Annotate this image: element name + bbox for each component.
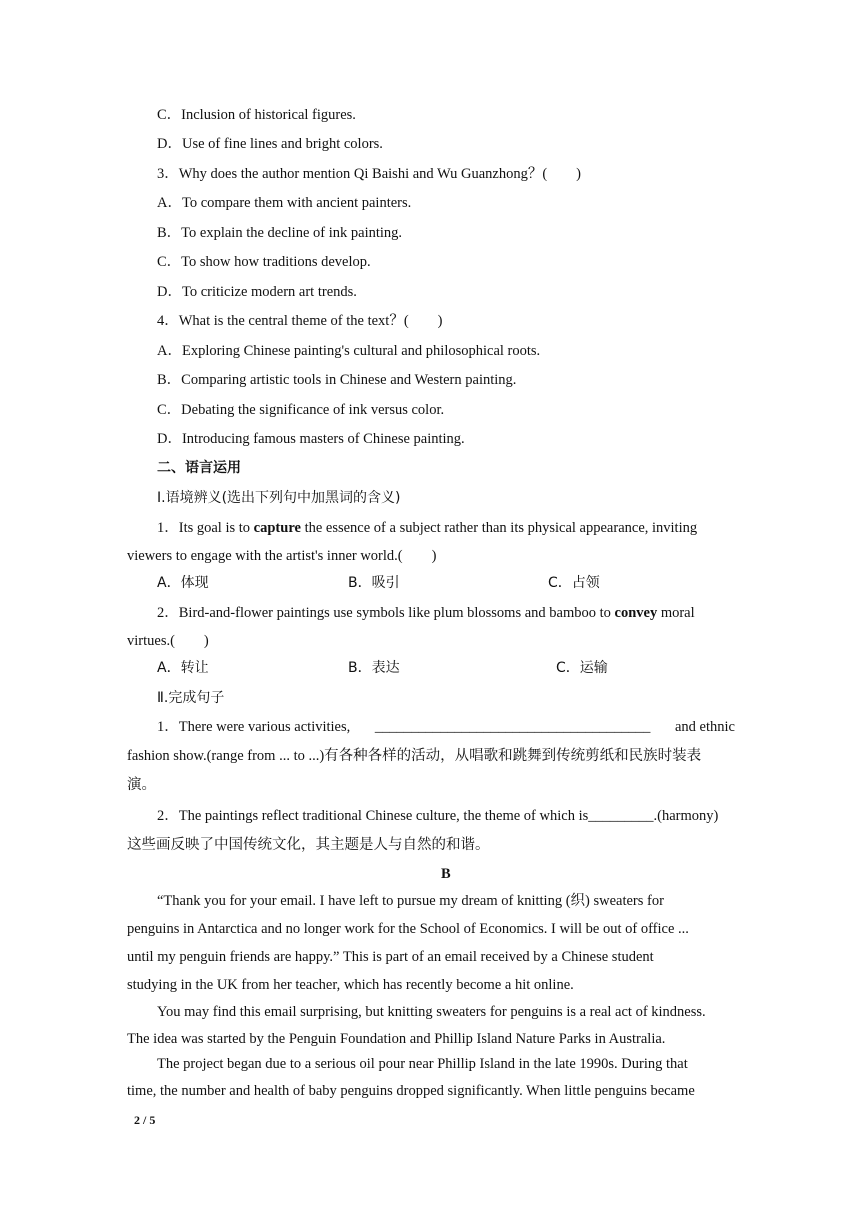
passage-b-p1-line3: until my penguin friends are happy.” This is part of an email received by a Chinese student [127,949,654,965]
passage-b-p2-line2: The idea was started by the Penguin Foundation and Phillip Island Nature Parks in Australia. [127,1031,666,1047]
vocab-q2-option-c: C．运输 [556,660,608,676]
q4-stem: 4．What is the central theme of the text？( ) [157,313,443,329]
passage-b-p2-line1: You may find this email surprising, but knitting sweaters for penguins is a real act of kindness. [157,1004,706,1020]
vocab-q1-pre: 1．Its goal is to [157,520,254,536]
q4-option-b: B．Comparing artistic tools in Chinese and Western painting. [157,372,517,388]
sentence-q1-line2: fashion show.(range from ... to ...)有各种各样的活动，从唱歌和跳舞到传统剪纸和民族时装表 [127,748,702,764]
vocab-q1-option-b: B．吸引 [348,575,400,591]
part1-title: Ⅰ.语境辨义(选出下列句中加黑词的含义) [157,490,401,506]
q2-option-c: C．Inclusion of historical figures. [157,107,356,123]
vocab-q2-pre: 2．Bird-and-flower paintings use symbols like plum blossoms and bamboo to [157,605,615,621]
vocab-q1-post: the essence of a subject rather than its physical appearance, inviting [300,520,698,536]
vocab-q1-keyword: capture [253,520,301,536]
sentence-q1-blank[interactable]: ______________________________________ [374,719,651,735]
vocab-q2-line2: virtues.( ) [127,633,209,649]
passage-b-p3-line1: The project began due to a serious oil pour near Phillip Island in the late 1990s. During that [157,1056,688,1072]
vocab-q1-option-a: A．体现 [157,575,209,591]
vocab-q2-post: moral [657,605,695,621]
q4-option-d: D．Introducing famous masters of Chinese painting. [157,431,465,447]
section-title-language: 二、语言运用 [157,460,241,476]
q2-option-d: D．Use of fine lines and bright colors. [157,136,383,152]
vocab-q1-line2: viewers to engage with the artist's inner world.( ) [127,548,437,564]
vocab-q2-option-b: B．表达 [348,660,400,676]
sentence-q1-pre: 1．There were various activities, [157,719,351,735]
passage-b-title: B [441,866,451,882]
sentence-q2-line1: 2．The paintings reflect traditional Chinese culture, the theme of which is_________.(harmony) [157,808,719,824]
q4-option-a: A．Exploring Chinese painting's cultural and philosophical roots. [157,343,541,359]
vocab-q2-line1 [157,604,695,622]
vocab-q1-line1 [157,519,735,537]
sentence-q1-line1 [157,718,735,736]
sentence-q1-line3: 演。 [127,777,156,793]
part2-title: Ⅱ.完成句子 [157,690,225,706]
page-number: 2 / 5 [134,1113,156,1127]
q3-stem: 3．Why does the author mention Qi Baishi and Wu Guanzhong？( ) [157,166,582,182]
passage-b-p1-line2: penguins in Antarctica and no longer work for the School of Economics. I will be out of office ... [127,921,689,937]
sentence-q1-post: and ethnic [674,719,735,735]
passage-b-p1-line4: studying in the UK from her teacher, which has recently become a hit online. [127,977,574,993]
q3-option-d: D．To criticize modern art trends. [157,284,357,300]
sentence-q2-line2: 这些画反映了中国传统文化，其主题是人与自然的和谐。 [127,837,490,853]
passage-b-p3-line2: time, the number and health of baby penguins dropped significantly. When little penguins became [127,1083,695,1099]
vocab-q1-option-c: C．占领 [548,575,600,591]
vocab-q2-option-a: A．转让 [157,660,209,676]
passage-b-p1-line1: “Thank you for your email. I have left to pursue my dream of knitting (织) sweaters for [157,893,664,909]
q3-option-b: B．To explain the decline of ink painting. [157,225,403,241]
q3-option-a: A．To compare them with ancient painters. [157,195,412,211]
q3-option-c: C．To show how traditions develop. [157,254,371,270]
q4-option-c: C．Debating the significance of ink versus color. [157,402,445,418]
vocab-q2-keyword: convey [614,605,658,621]
